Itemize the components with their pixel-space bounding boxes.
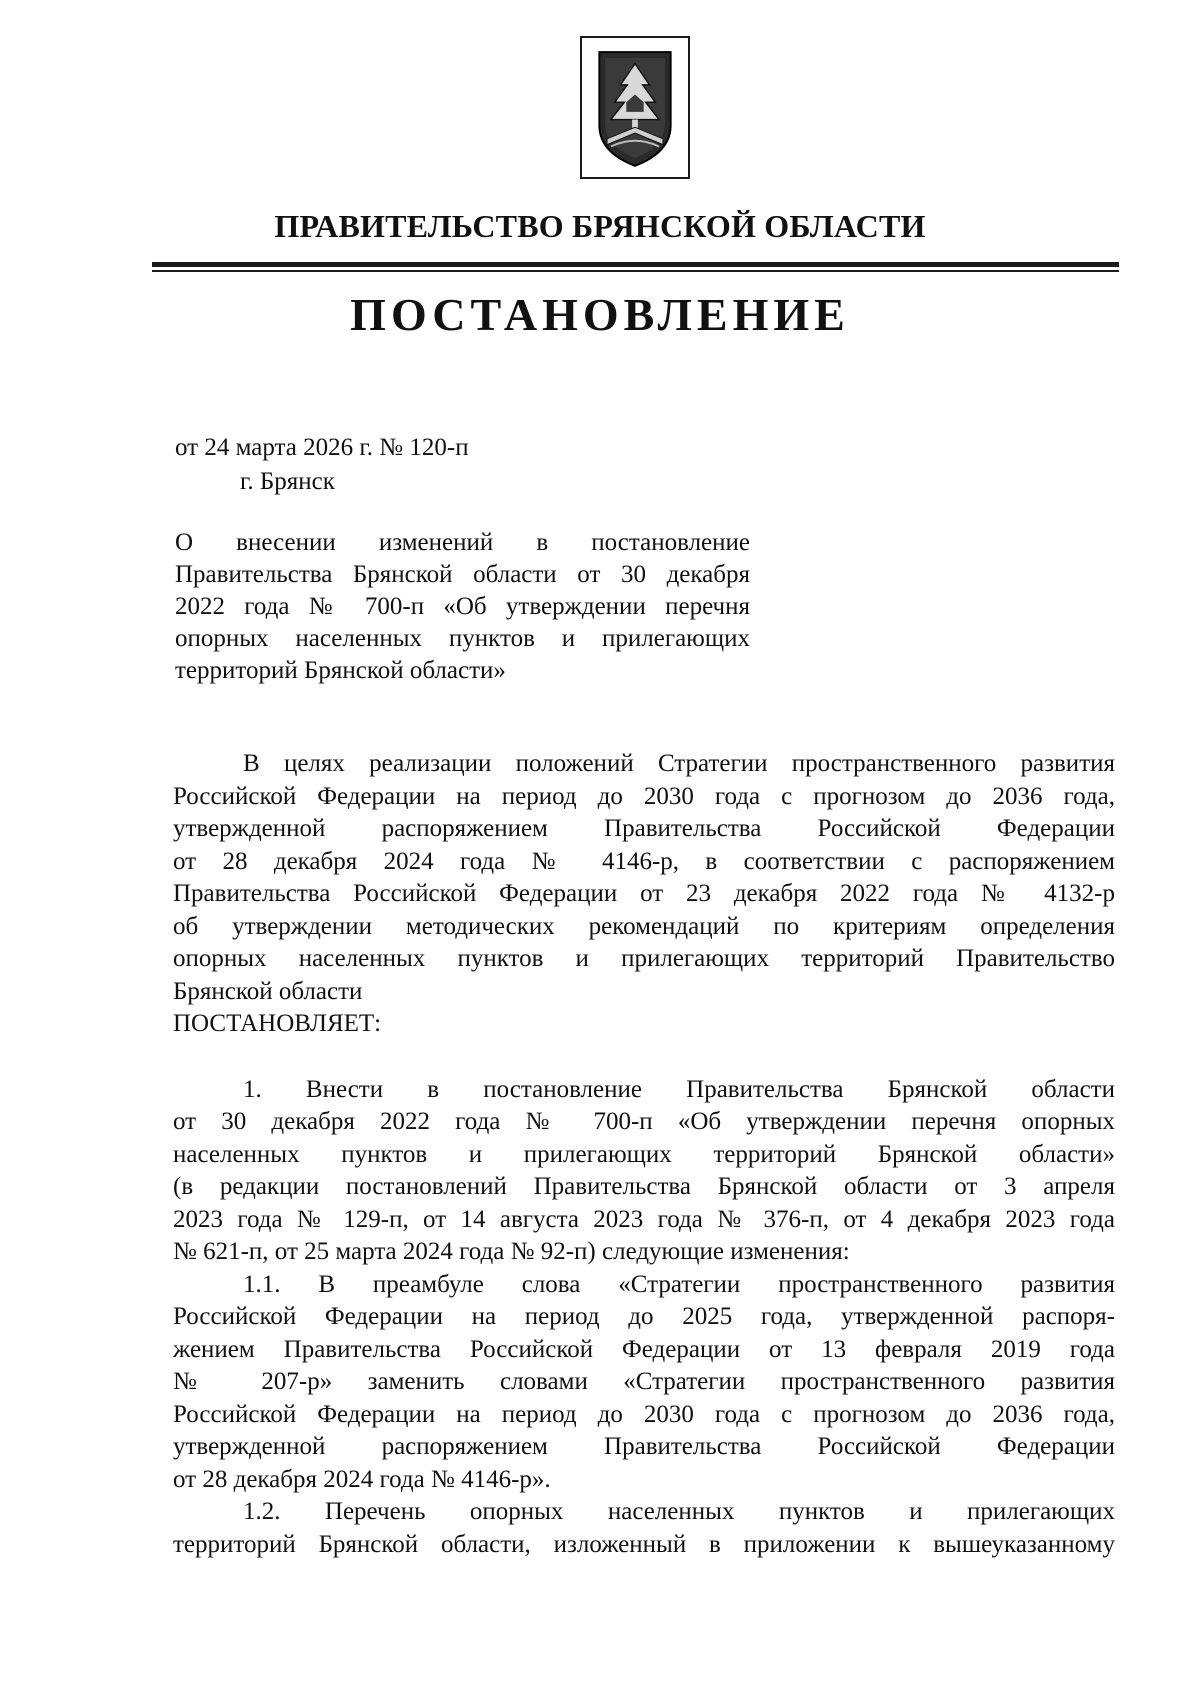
item-1-1-line: жением Правительства Российской Федерации от 13 февраля 2019 года [173, 1335, 1115, 1363]
item-1-2-line: 1.2. Перечень опорных населенных пунктов и прилегающих [243, 1498, 1115, 1525]
document-date-number: от 24 марта 2026 г. № 120-п [175, 434, 469, 461]
preamble-line: об утверждении методических рекомендаций по критериям определения [173, 912, 1115, 940]
preamble-line: утвержденной распоряжением Правительства Российской Федерации [173, 815, 1115, 842]
preamble-line: Правительства Российской Федерации от 23 декабря 2022 года № 4132-р [173, 880, 1115, 907]
document-type-title: ПОСТАНОВЛЕНИЕ [350, 289, 850, 340]
item-1-1-line: № 207-р» заменить словами «Стратегии пространственного развития [173, 1368, 1115, 1395]
item-1-1-line: Российской Федерации на период до 2030 года с прогнозом до 2036 года, [173, 1400, 1115, 1428]
preamble-line: Российской Федерации на период до 2030 года с прогнозом до 2036 года, [173, 782, 1115, 810]
document-subject [175, 527, 750, 687]
item-1-line: (в редакции постановлений Правительства Брянской области от 3 апреля [173, 1173, 1115, 1200]
subject-line: территорий Брянской области» [175, 657, 506, 684]
preamble-line: Брянской области [173, 977, 363, 1005]
preamble-line: опорных населенных пунктов и прилегающих территорий Правительство [173, 945, 1115, 972]
item-1-2-line: территорий Брянской области, изложенный в приложении к вышеуказанному [173, 1530, 1115, 1558]
header-rule-thick [152, 262, 1119, 267]
subject-line: О внесении изменений в постановление [175, 529, 750, 556]
item-1-1-line: 1.1. В преамбуле слова «Стратегии пространственного развития [243, 1270, 1115, 1298]
paragraph-gap [173, 1041, 1115, 1074]
item-1-line: 1. Внести в постановление Правительства Брянской области [243, 1075, 1115, 1103]
item-1-line: 2023 года № 129-п, от 14 августа 2023 года № 376-п, от 4 декабря 2023 года [173, 1205, 1115, 1233]
item-1-1-line: Российской Федерации на период до 2025 года, утвержденной распоря- [173, 1303, 1115, 1330]
item-1-line: населенных пунктов и прилегающих территорий Брянской области» [173, 1140, 1115, 1168]
subject-line: опорных населенных пунктов и прилегающих [175, 625, 750, 652]
document-city: г. Брянск [240, 468, 335, 495]
document-body [173, 748, 1115, 1561]
subject-line: 2022 года № 700-п «Об утверждении перечня [175, 593, 750, 620]
preamble-line: от 28 декабря 2024 года № 4146-р, в соответствии с распоряжением [173, 847, 1115, 875]
resolves-heading: ПОСТАНОВЛЯЕТ: [173, 1010, 382, 1037]
header-rule-thin [152, 270, 1119, 272]
item-1-1-line: от 28 декабря 2024 года № 4146-р». [173, 1465, 551, 1493]
item-1-line: № 621-п, от 25 марта 2024 года № 92-п) следующие изменения: [173, 1238, 850, 1265]
item-1-line: от 30 декабря 2022 года № 700-п «Об утверждении перечня опорных [173, 1108, 1115, 1135]
organization-name: ПРАВИТЕЛЬСТВО БРЯНСКОЙ ОБЛАСТИ [274, 208, 926, 244]
coat-of-arms-icon [580, 36, 690, 179]
subject-line: Правительства Брянской области от 30 декабря [175, 561, 750, 588]
item-1-1-line: утвержденной распоряжением Правительства Российской Федерации [173, 1433, 1115, 1460]
preamble-line: В целях реализации положений Стратегии пространственного развития [243, 750, 1115, 777]
